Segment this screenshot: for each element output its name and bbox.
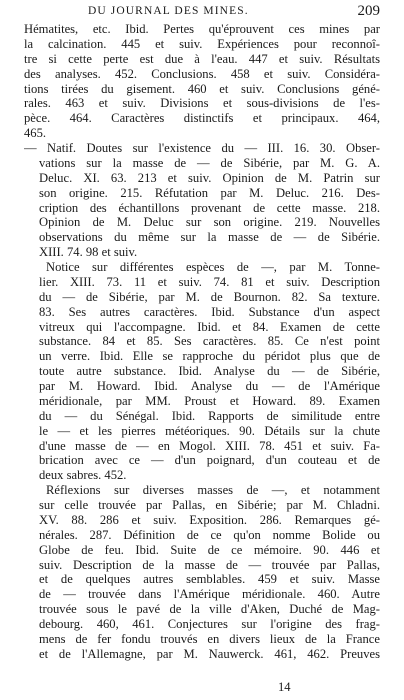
text-line: vations sur la masse de — de Sibérie, par M. G. A.	[39, 155, 380, 170]
index-text-block	[24, 22, 380, 662]
text-line: des analyses. 452. Conclusions. 458 et suiv. Considéra-	[24, 66, 380, 81]
page-number: 209	[357, 3, 380, 19]
text-line: Notice sur différentes espèces de —, par M. Tonne-	[46, 260, 380, 274]
text-line: debourg. 460, 461. Conjectures sur l'origine des frag-	[39, 617, 380, 631]
text-line: brication avec ce — d'un poignard, d'un couteau et de	[39, 453, 380, 468]
text-line: substance. 84 et 85. Ses caractères. 85. Ce n'est point	[39, 334, 380, 349]
text-line: XV. 88. 286 et suiv. Exposition. 286. Remarques gé-	[39, 512, 380, 527]
text-line: méridionale, par MM. Proust et Howard. 89. Examen	[39, 393, 380, 408]
text-line: suiv. Description de la masse de — trouvée par Pallas,	[39, 557, 380, 572]
text-line: Opinion de M. Deluc sur son origine. 219. Nouvelles	[39, 215, 380, 230]
text-line: sur celle trouvée par Pallas, en Sibérie; par M. Chladni.	[39, 498, 380, 512]
text-line: tions tirées du gisement. 460 et suiv. Conclusions géné-	[24, 81, 380, 96]
text-line: un verre. Ibid. Elle se rapproche du péridot plus que de	[39, 349, 380, 364]
text-line: nérales. 287. Définition de ce qu'on nomme Bolide ou	[39, 527, 380, 542]
running-head: DU JOURNAL DES MINES.	[88, 5, 249, 17]
text-line: d'une masse de — en Mogol. XIII. 78. 451 et suiv. Fa-	[39, 438, 380, 453]
text-line: par M. Howard. Ibid. Analyse du — de l'Amérique	[39, 379, 380, 393]
text-line: du — de Sibérie, par M. de Bournon. 82. Sa texture.	[39, 289, 380, 304]
text-line: son origine. 215. Réfutation par M. Deluc. 216. Des-	[39, 185, 380, 200]
text-line: toute autre substance. Ibid. Analyse du — de Sibérie,	[39, 364, 380, 379]
text-line: vitreux qui l'accompagne. Ibid. et 84. Examen de cette	[39, 319, 380, 334]
text-line: 83. Ses autres caractères. Ibid. Substance d'un aspect	[39, 304, 380, 319]
text-line: mens de fer fondu trouvés en divers lieux de la France	[39, 631, 380, 646]
text-line: et de l'Allemagne, par M. Nauwerck. 461, 462. Preuves	[39, 646, 380, 661]
text-line: tre si cette perte est due à l'eau. 447 et suiv. Résultats	[24, 51, 380, 66]
text-line: — Natif. Doutes sur l'existence du — III. 16. 30. Obser-	[24, 141, 380, 155]
text-line: Réflexions sur diverses masses de —, et notamment	[46, 483, 380, 498]
text-line: observations du même sur la masse de — de Sibérie.	[39, 230, 380, 245]
text-line: 465.	[24, 126, 47, 141]
text-line: Hématites, etc. Ibid. Pertes qu'éprouvent ces mines par	[24, 22, 380, 36]
text-line: deux sabres. 452.	[39, 468, 127, 483]
text-line: rales. 463 et suiv. Divisions et sous-divisions de l'es-	[24, 96, 380, 111]
signature-mark: 14	[278, 680, 291, 694]
text-line: Globe de feu. Ibid. Suite de ce mémoire. 90. 446 et	[39, 542, 380, 557]
page-header	[24, 3, 380, 21]
text-line: la calcination. 445 et suiv. Expériences pour reconnoî-	[24, 36, 380, 51]
text-line: du — du Sénégal. Ibid. Rapports de similitude entre	[39, 408, 380, 423]
text-line: trouvée sous le pavé de la ville d'Aken, Duché de Mag-	[39, 602, 380, 617]
text-line: et de quelques autres semblables. 459 et suiv. Masse	[39, 572, 380, 587]
text-line: lier. XIII. 73. 11 et suiv. 74. 81 et suiv. Description	[39, 274, 380, 289]
text-line: le — et les pierres météoriques. 90. Détails sur la chute	[39, 423, 380, 438]
text-line: Deluc. XI. 63. 213 et suiv. Opinion de M. Patrin sur	[39, 170, 380, 185]
text-line: de — trouvée dans l'Amérique méridionale. 460. Autre	[39, 587, 380, 602]
text-line: XIII. 74. 98 et suiv.	[39, 245, 138, 260]
text-line: pèce. 464. Caractères distinctifs et principaux. 464,	[24, 111, 380, 126]
text-line: cription des échantillons provenant de cette masse. 218.	[39, 200, 380, 215]
